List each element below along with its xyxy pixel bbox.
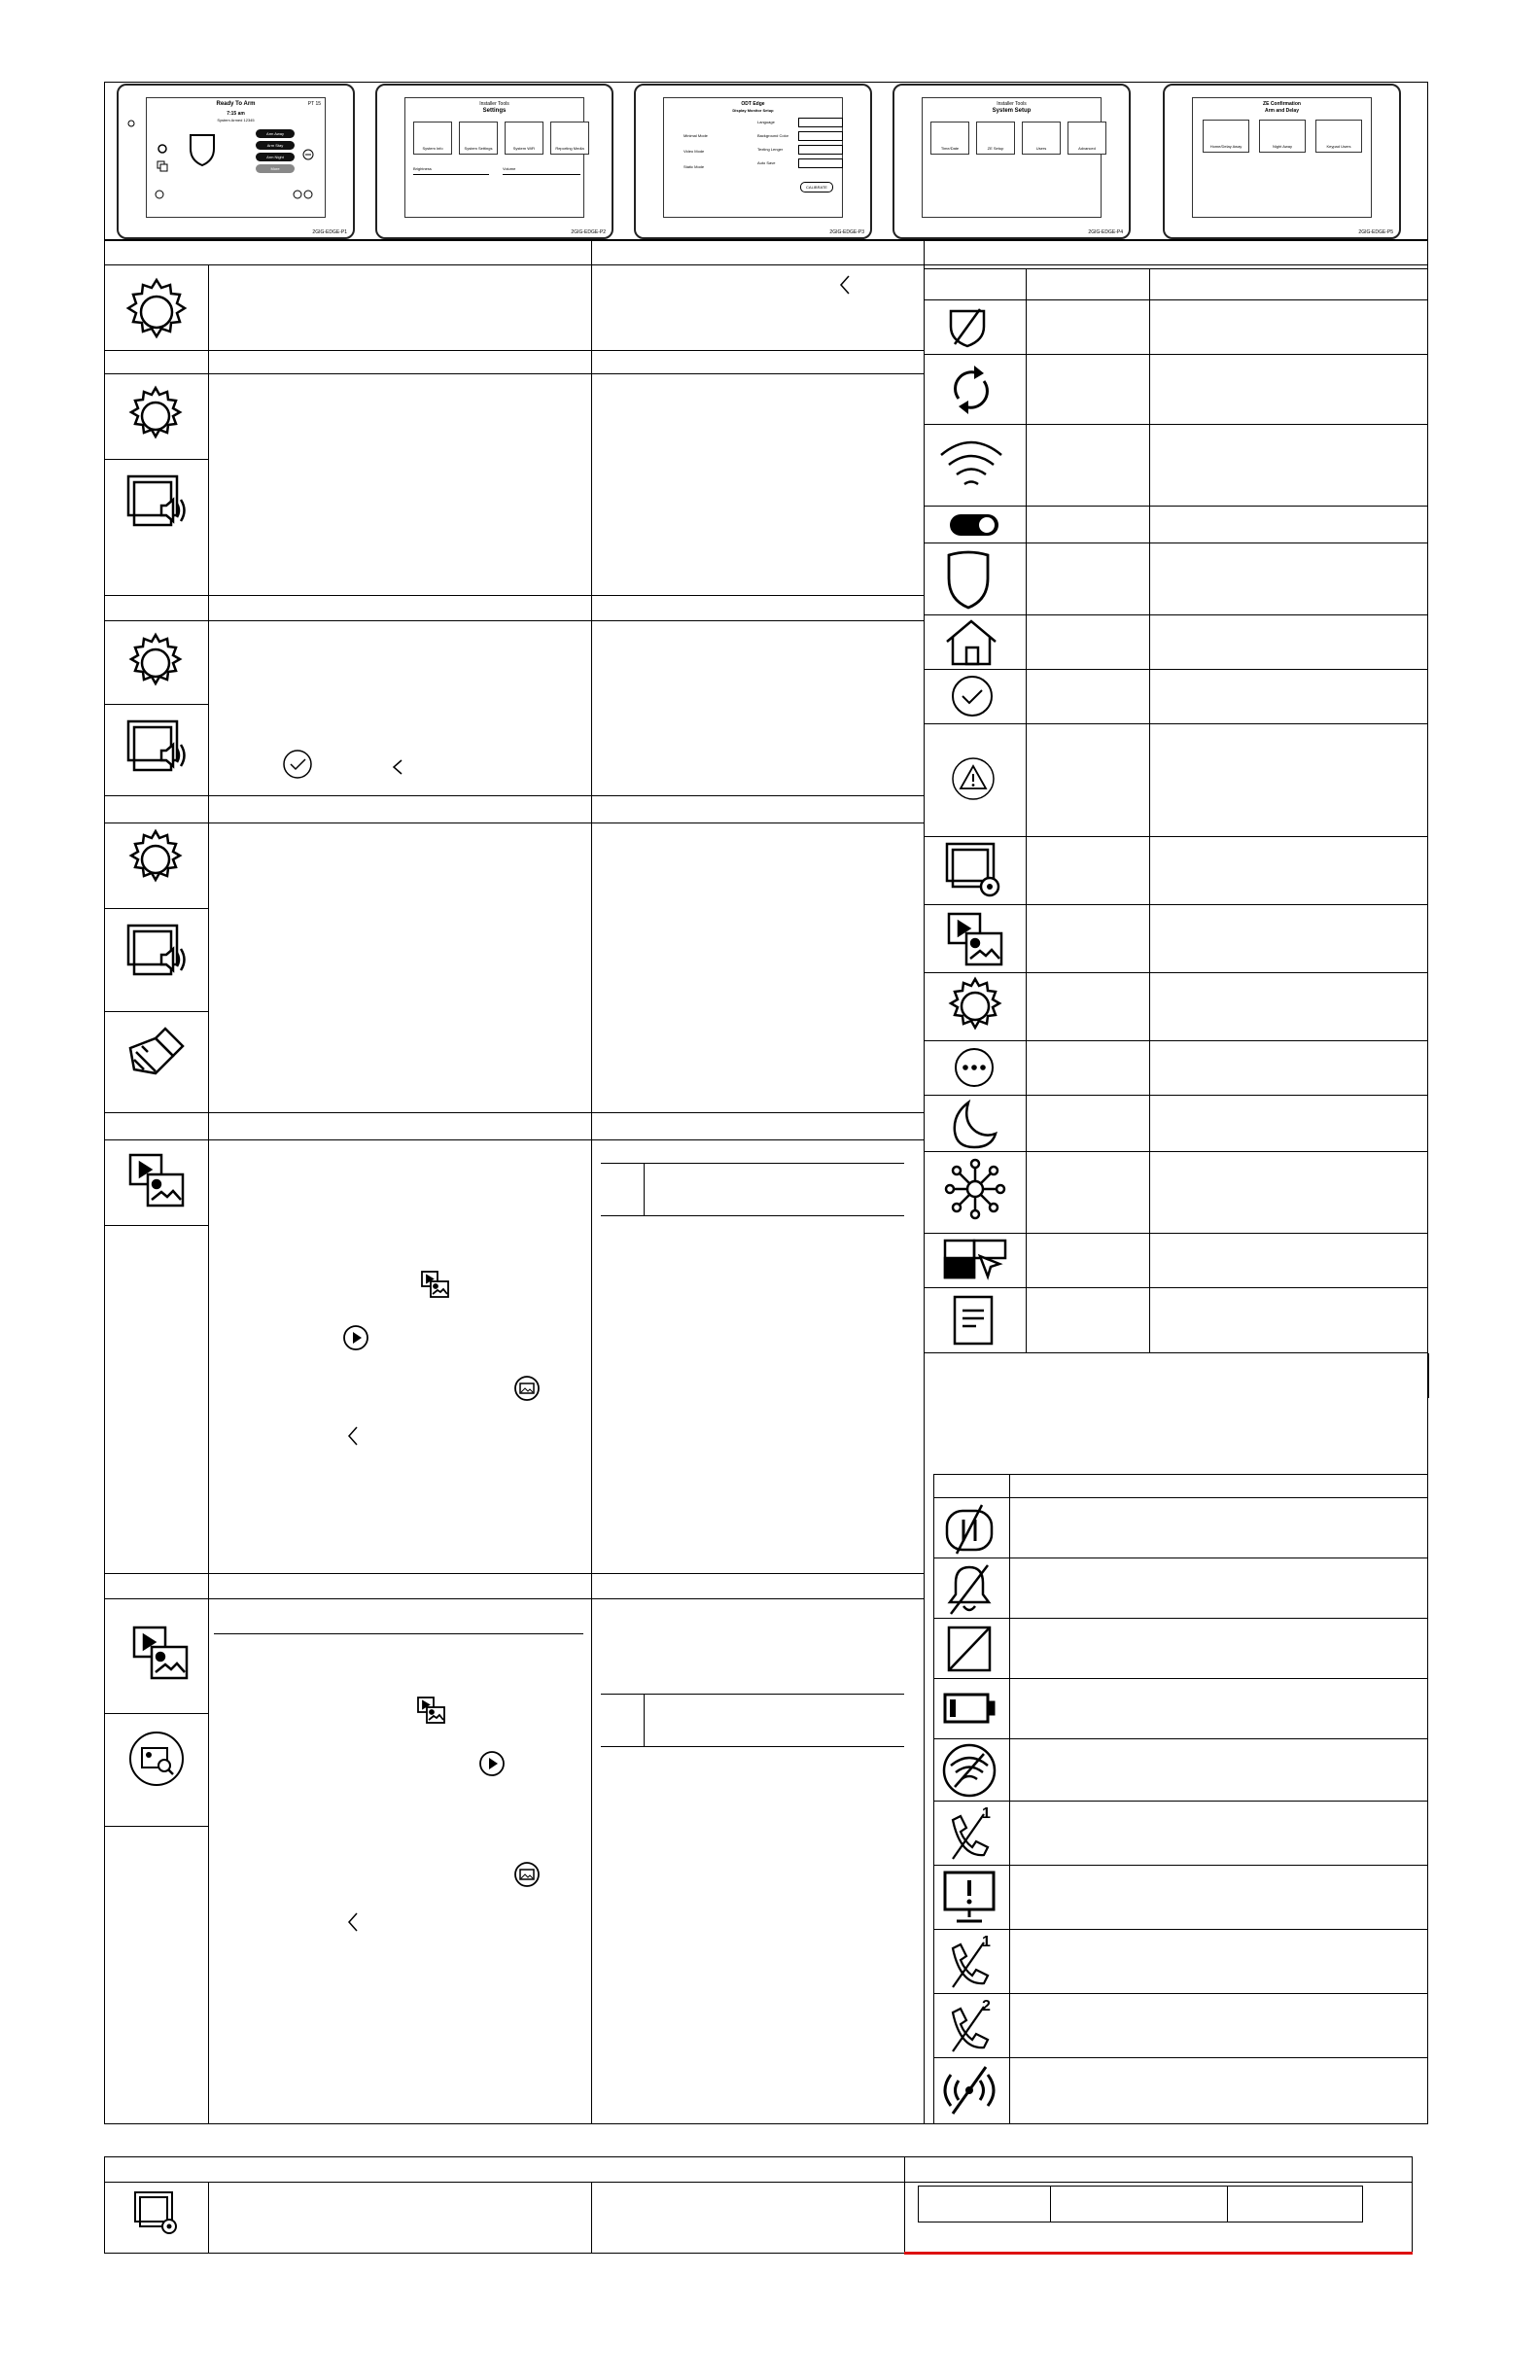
model-label: 2GIG-EDGE-P1 xyxy=(312,229,347,235)
bgcolor-select[interactable] xyxy=(798,131,843,141)
check-circle-icon xyxy=(282,749,313,780)
cursor-window-icon xyxy=(941,1237,1009,1283)
radio-off-icon xyxy=(939,2061,999,2119)
volume-label: Volume xyxy=(503,166,516,171)
play-circle-icon xyxy=(342,1324,369,1351)
tile-users[interactable]: Users xyxy=(1022,122,1061,155)
screen-speaker-icon xyxy=(124,922,187,982)
red-rule xyxy=(904,2252,1413,2255)
brightness-label: Brightness xyxy=(413,166,432,171)
box-off-icon xyxy=(943,1622,996,1676)
volume-slider[interactable] xyxy=(503,174,580,175)
chevron-left-icon xyxy=(838,274,852,296)
brush-icon xyxy=(122,1023,189,1089)
field-language-label: Language xyxy=(757,120,775,124)
screen-gear-icon xyxy=(943,840,1003,900)
panel-screenshot-settings xyxy=(375,84,613,239)
toggle-icon xyxy=(949,513,999,537)
bottom-subtable xyxy=(918,2186,1363,2222)
more-button[interactable]: More xyxy=(256,164,295,173)
no-pause-icon xyxy=(943,1503,996,1556)
screen-title: Arm and Delay xyxy=(1264,108,1299,114)
heart-icon xyxy=(126,119,136,128)
svg-text:1: 1 xyxy=(982,1934,991,1950)
list-box-icon xyxy=(951,1293,996,1348)
media-icon xyxy=(420,1270,451,1301)
media-icon xyxy=(945,910,1005,970)
nav-arrows-icon[interactable] xyxy=(293,190,314,199)
svg-text:1: 1 xyxy=(982,1805,991,1822)
bell-off-icon xyxy=(943,1561,996,1616)
battery-low-icon xyxy=(941,1690,998,1727)
screen-speaker-icon xyxy=(124,718,187,778)
gear-icon[interactable] xyxy=(157,143,168,155)
image-circle-icon xyxy=(513,1375,541,1402)
model-label: 2GIG-EDGE-P2 xyxy=(571,229,606,235)
play-circle-icon xyxy=(478,1750,506,1777)
screen-title: System Setup xyxy=(992,108,1032,114)
gear-icon xyxy=(124,632,187,694)
check-circle-icon xyxy=(951,675,994,718)
phone-off-1-icon xyxy=(943,1804,996,1863)
screen-speaker-icon xyxy=(124,472,187,533)
arm-night-button[interactable]: Arm Night xyxy=(256,153,295,161)
screen-gear-icon xyxy=(132,2189,181,2238)
screen-title: Ready To Arm xyxy=(216,101,256,107)
model-label: 2GIG-EDGE-P4 xyxy=(1088,229,1123,235)
screen-clock: PT 15 xyxy=(307,101,321,107)
monitor-alert-icon xyxy=(941,1869,998,1927)
svg-text:2: 2 xyxy=(982,1998,991,2014)
tile-reporting-media[interactable]: Reporting Media xyxy=(550,122,589,155)
gear-icon xyxy=(124,828,187,891)
option-video-mode[interactable]: Video Mode xyxy=(683,149,705,154)
shield-icon xyxy=(945,550,992,611)
panel-screenshot-arm-delay xyxy=(1163,84,1401,239)
sync-icon xyxy=(947,360,996,420)
image-circle-icon xyxy=(513,1861,541,1888)
calibrate-button[interactable]: CALIBRATE xyxy=(800,182,833,192)
tile-system-settings[interactable]: System Settings xyxy=(459,122,498,155)
shield-icon xyxy=(188,131,217,168)
gear-icon xyxy=(121,276,192,348)
more-icon xyxy=(953,1046,996,1089)
arm-away-button[interactable]: Arm Away xyxy=(256,129,295,138)
media-icon xyxy=(130,1624,191,1684)
moon-icon xyxy=(951,1099,999,1149)
chevron-left-icon xyxy=(346,1425,360,1447)
field-bgcolor-label: Background Color xyxy=(757,133,789,138)
media-icon[interactable] xyxy=(157,160,168,172)
brightness-slider[interactable] xyxy=(413,174,489,175)
screen-header: Installer Tools xyxy=(997,101,1027,107)
tile-system-info[interactable]: System Info xyxy=(413,122,452,155)
gear-icon xyxy=(945,976,1005,1036)
screen-header: Installer Tools xyxy=(479,101,509,107)
wifi-off-icon xyxy=(941,1742,998,1799)
chevron-left-icon xyxy=(391,758,404,776)
network-icon xyxy=(943,1157,1007,1221)
option-static-mode[interactable]: Static Mode xyxy=(683,164,705,169)
tile-time-date[interactable]: Time/Date xyxy=(930,122,969,155)
tile-keypad-users[interactable]: Keypad Users xyxy=(1315,120,1362,153)
screen-header: ZE Confirmation xyxy=(1263,101,1301,107)
tile-advanced[interactable]: Advanced xyxy=(1068,122,1106,155)
screen-header: ODT Edge xyxy=(741,101,765,107)
media-icon xyxy=(416,1696,447,1727)
no-shield-icon xyxy=(945,305,990,350)
field-lenger-label: Texting Lenger xyxy=(757,147,784,152)
field-autosave-label: Auto Save xyxy=(757,160,776,165)
phone-off-2-icon xyxy=(943,1997,996,2055)
gear-icon xyxy=(124,385,187,447)
option-minimal-mode[interactable]: Minimal Mode xyxy=(683,133,708,138)
lenger-select[interactable] xyxy=(798,145,843,155)
media-icon xyxy=(126,1151,187,1211)
tile-ze-setup[interactable]: ZE Setup xyxy=(976,122,1015,155)
minus-circle-icon[interactable] xyxy=(302,149,314,160)
tile-night-away[interactable]: Night Away xyxy=(1259,120,1306,153)
image-search-icon xyxy=(126,1729,187,1789)
tile-home-delay[interactable]: Home/Delay Away xyxy=(1203,120,1249,153)
wifi-icon xyxy=(937,436,1005,494)
screen-status: System Armed 12345 xyxy=(217,118,255,122)
chevron-left-icon xyxy=(346,1911,360,1933)
screen-time: 7:15 am xyxy=(227,111,245,117)
alert-triangle-icon xyxy=(951,756,996,801)
panel-screenshot-display xyxy=(634,84,872,239)
panel-screenshot-home xyxy=(117,84,355,239)
panel-screenshot-system-setup xyxy=(892,84,1131,239)
screen-title: Display Monitor Setup xyxy=(732,108,774,113)
tile-system-wifi[interactable]: System WiFi xyxy=(505,122,543,155)
screen-title: Settings xyxy=(482,108,507,114)
home-icon xyxy=(943,618,999,667)
language-select[interactable] xyxy=(798,118,843,127)
person-icon[interactable] xyxy=(155,190,164,199)
arm-stay-button[interactable]: Arm Stay xyxy=(256,141,295,150)
model-label: 2GIG-EDGE-P5 xyxy=(1358,229,1393,235)
autosave-select[interactable] xyxy=(798,158,843,168)
phone-off-1b-icon xyxy=(943,1933,996,1991)
model-label: 2GIG-EDGE-P3 xyxy=(829,229,864,235)
